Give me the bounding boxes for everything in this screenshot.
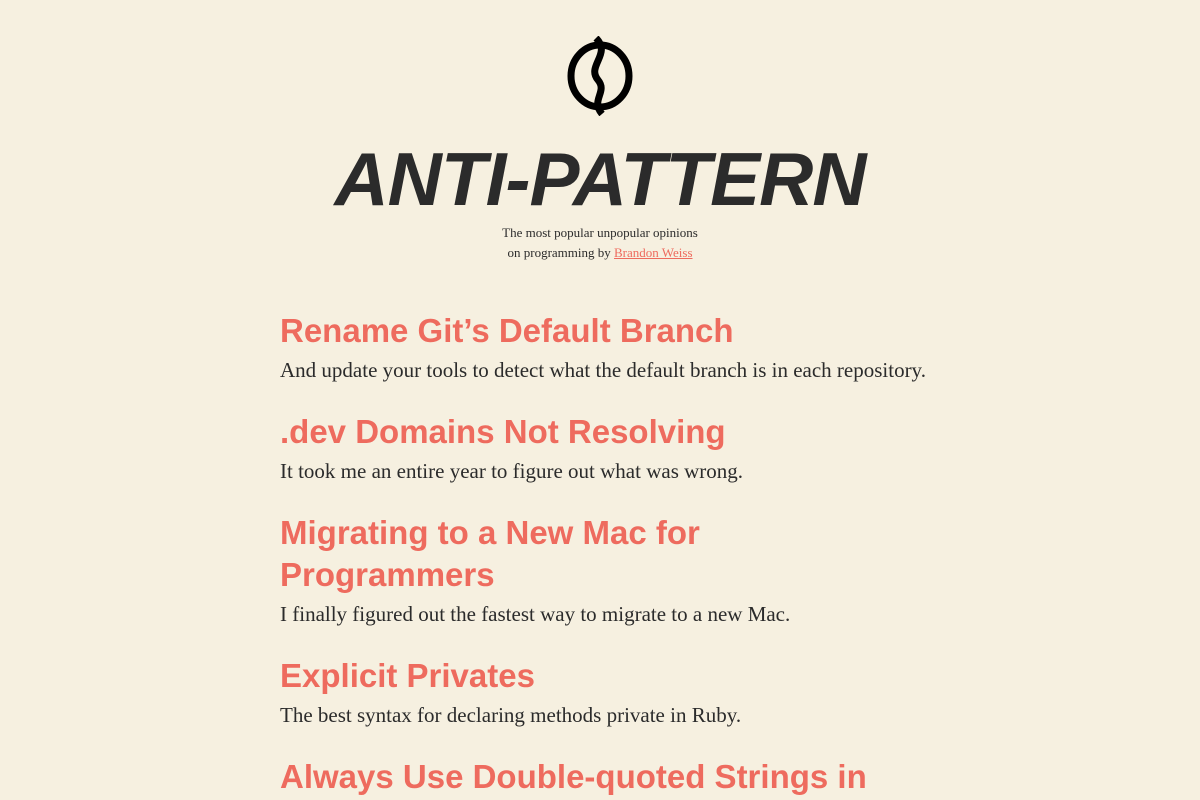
post-item [280,655,940,730]
post-title-link[interactable]: .dev Domains Not Resolving [280,413,726,450]
tagline-line-1: The most popular unpopular opinions [502,225,698,240]
post-item [280,310,940,385]
post-excerpt: And update your tools to detect what the default branch is in each repository. [280,358,926,382]
post-title-link[interactable]: Rename Git’s Default Branch [280,312,734,349]
post-title-link[interactable]: Migrating to a New Mac for Programmers [280,514,700,593]
site-title[interactable]: ANTI-PATTERN [334,137,866,221]
post-excerpt: The best syntax for declaring methods private in Ruby. [280,703,742,727]
post-excerpt: It took me an entire year to figure out what was wrong. [280,459,744,483]
post-title-link[interactable]: Explicit Privates [280,657,535,694]
post-item [280,411,940,486]
tagline-line-2 [0,243,1200,263]
post-item [280,512,940,629]
post-list [280,310,940,800]
post-item [280,756,940,798]
anti-pattern-logo-icon[interactable] [566,36,634,116]
tagline-prefix: on programming by [507,245,614,260]
post-excerpt: I finally figured out the fastest way to migrate to a new Mac. [280,602,791,626]
site-tagline [0,223,1200,263]
author-link[interactable]: Brandon Weiss [614,245,693,260]
post-title-link[interactable]: Always Use Double-quoted Strings in [280,758,867,795]
